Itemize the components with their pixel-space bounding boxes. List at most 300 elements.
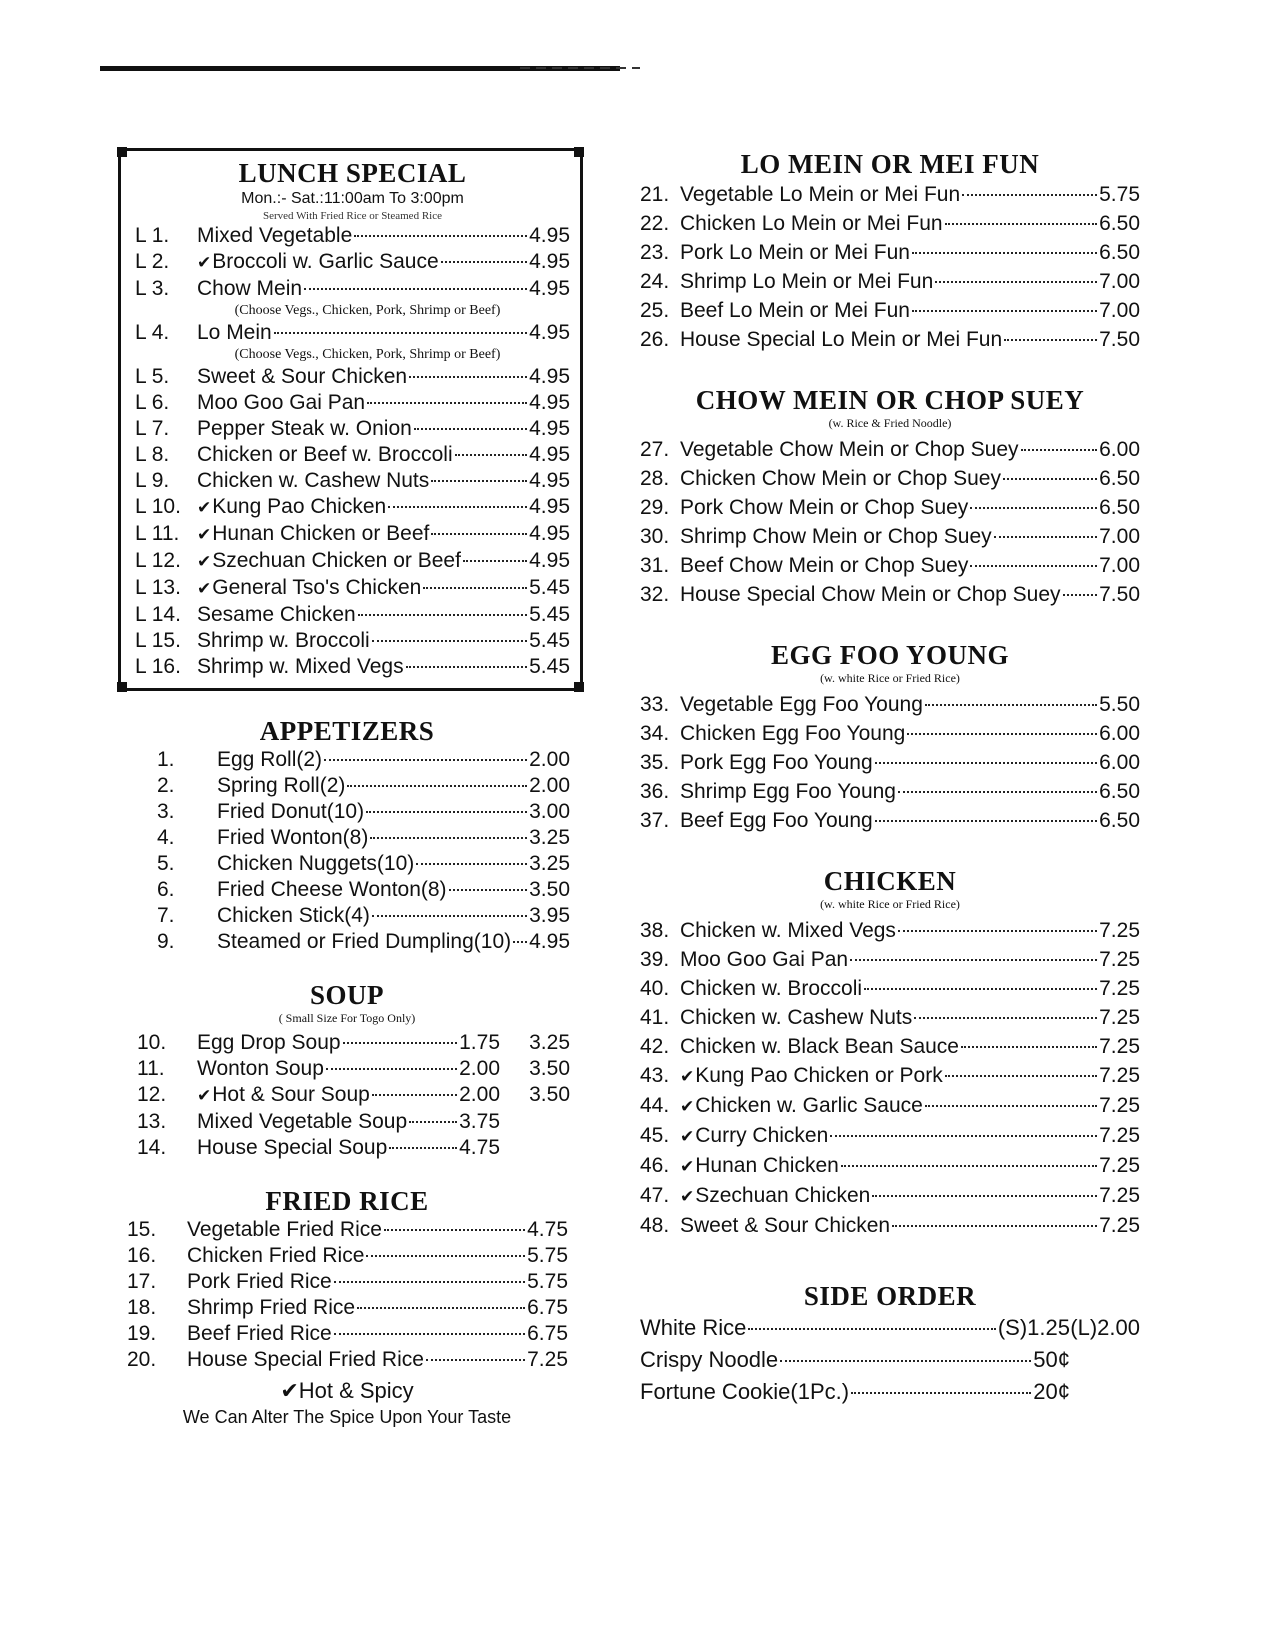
item-number: 32. xyxy=(640,583,670,606)
item-name: Moo Goo Gai Pan xyxy=(197,391,366,414)
item-name: Egg Drop Soup xyxy=(197,1031,341,1054)
spicy-icon: ✔ xyxy=(197,552,212,571)
item-number: L 6. xyxy=(135,391,170,414)
item-name-wrap xyxy=(680,493,968,522)
leader-dots xyxy=(914,1017,1097,1019)
spicy-icon: ✔ xyxy=(197,525,212,544)
leader-dots xyxy=(851,1392,1031,1394)
chicken-subtitle: (w. white Rice or Fried Rice) xyxy=(820,897,960,911)
menu-item xyxy=(640,1181,1140,1211)
menu-item xyxy=(135,276,570,302)
item-price: 3.95 xyxy=(529,904,570,927)
menu-item xyxy=(640,580,1140,609)
menu-item xyxy=(157,929,570,955)
menu-item xyxy=(137,1056,570,1082)
item-number: 44. xyxy=(640,1094,670,1117)
item-price: 5.45 xyxy=(529,655,570,678)
item-name: Chicken w. Broccoli xyxy=(680,977,863,1000)
item-name-wrap xyxy=(680,806,873,835)
item-number: 3. xyxy=(157,800,175,823)
chow-mein-list xyxy=(640,435,1140,609)
item-name: Mixed Vegetable Soup xyxy=(197,1110,408,1133)
item-price: 7.00 xyxy=(1099,554,1140,577)
menu-item xyxy=(135,602,570,628)
item-name: Szechuan Chicken xyxy=(695,1184,871,1207)
item-price: 4.95 xyxy=(529,930,570,953)
item-name-wrap xyxy=(217,929,511,955)
item-price: 4.75 xyxy=(459,1136,500,1159)
menu-item xyxy=(127,1321,568,1347)
item-number: L 9. xyxy=(135,469,170,492)
item-price: 7.00 xyxy=(1099,299,1140,322)
item-price: 4.95 xyxy=(529,549,570,572)
leader-dots xyxy=(431,533,527,535)
item-name-wrap xyxy=(187,1295,355,1321)
menu-item xyxy=(157,877,570,903)
item-name: Pork Chow Mein or Chop Suey xyxy=(680,496,969,519)
leader-dots xyxy=(912,310,1097,312)
item-name-wrap xyxy=(680,209,943,238)
item-name-wrap xyxy=(680,1181,870,1211)
item-name: Vegetable Egg Foo Young xyxy=(680,693,923,716)
item-price: 2.00 xyxy=(459,1057,500,1080)
item-price: 5.45 xyxy=(529,629,570,652)
menu-item xyxy=(640,267,1140,296)
appetizers-title: APPETIZERS xyxy=(259,716,435,746)
item-name: Egg Roll(2) xyxy=(217,748,323,771)
item-name-wrap xyxy=(680,464,1001,493)
menu-item xyxy=(127,1347,568,1373)
item-name: General Tso's Chicken xyxy=(212,576,422,599)
item-name: Chicken Chow Mein or Chop Suey xyxy=(680,467,1001,490)
item-name: Chicken w. Cashew Nuts xyxy=(197,469,430,492)
item-price: 4.75 xyxy=(527,1218,568,1241)
menu-item xyxy=(640,522,1140,551)
item-name: Curry Chicken xyxy=(695,1124,829,1147)
leader-dots xyxy=(1021,449,1098,451)
leader-dots xyxy=(324,759,527,761)
item-name-wrap xyxy=(187,1217,382,1243)
item-number: 20. xyxy=(127,1348,157,1371)
appetizers-section xyxy=(112,715,582,955)
item-name-wrap xyxy=(197,390,365,416)
item-name-wrap xyxy=(640,1312,746,1344)
item-number: 1. xyxy=(157,748,175,771)
menu-item xyxy=(157,799,570,825)
item-name-wrap xyxy=(680,580,1061,609)
item-name: Chicken w. Cashew Nuts xyxy=(680,1006,913,1029)
spicy-icon: ✔ xyxy=(197,1086,212,1105)
item-number: L 13. xyxy=(135,576,181,599)
leader-dots xyxy=(830,1135,1097,1137)
menu-item xyxy=(135,442,570,468)
item-number: 37. xyxy=(640,809,670,832)
item-number: 21. xyxy=(640,183,670,206)
item-price: 7.50 xyxy=(1099,328,1140,351)
leader-dots xyxy=(406,666,528,668)
menu-item xyxy=(640,435,1140,464)
item-name-wrap xyxy=(197,494,386,521)
menu-item xyxy=(640,1091,1140,1121)
menu-item xyxy=(640,325,1140,354)
item-price: 4.95 xyxy=(529,495,570,518)
menu-item xyxy=(157,773,570,799)
menu-item xyxy=(640,493,1140,522)
item-name-wrap xyxy=(217,825,368,851)
item-number: 27. xyxy=(640,438,670,461)
item-name-wrap xyxy=(680,1032,959,1061)
item-name-wrap xyxy=(680,267,933,296)
item-price: 5.75 xyxy=(1099,183,1140,206)
menu-item xyxy=(157,747,570,773)
item-price: 7.25 xyxy=(1099,1094,1140,1117)
item-number: 35. xyxy=(640,751,670,774)
item-number: 41. xyxy=(640,1006,670,1029)
item-name: Sesame Chicken xyxy=(197,603,356,626)
item-number: 25. xyxy=(640,299,670,322)
item-name-wrap xyxy=(680,916,896,945)
item-price: 7.25 xyxy=(1099,1006,1140,1029)
item-name: Shrimp w. Mixed Vegs xyxy=(197,655,404,678)
item-number: 30. xyxy=(640,525,670,548)
leader-dots xyxy=(370,837,527,839)
item-name: Sweet & Sour Chicken xyxy=(197,365,408,388)
chicken-section xyxy=(640,865,1140,1240)
menu-item xyxy=(157,825,570,851)
item-name-wrap xyxy=(197,1056,324,1082)
item-name: Sweet & Sour Chicken xyxy=(680,1214,891,1237)
item-price: 6.50 xyxy=(1099,241,1140,264)
item-number: 2. xyxy=(157,774,175,797)
item-name-wrap xyxy=(680,522,992,551)
right-column xyxy=(640,148,1140,1408)
item-name: White Rice xyxy=(640,1315,747,1340)
item-number: L 4. xyxy=(135,321,170,344)
side-order-list xyxy=(640,1312,1140,1408)
item-price: 4.95 xyxy=(529,277,570,300)
menu-item xyxy=(137,1082,570,1109)
chow-mein-section xyxy=(640,384,1140,609)
item-name: Moo Goo Gai Pan xyxy=(680,948,849,971)
item-name: Kung Pao Chicken or Pork xyxy=(695,1064,943,1087)
fried-rice-title: FRIED RICE xyxy=(265,1186,429,1216)
menu-item xyxy=(640,748,1140,777)
item-price: 5.45 xyxy=(529,576,570,599)
item-name-wrap xyxy=(680,1211,890,1240)
item-price: 6.50 xyxy=(1099,809,1140,832)
item-name-wrap xyxy=(197,364,407,390)
item-name: Vegetable Fried Rice xyxy=(187,1218,382,1241)
lo-mein-list xyxy=(640,180,1140,354)
item-name: House Special Chow Mein or Chop Suey xyxy=(680,583,1061,606)
item-number: L 15. xyxy=(135,629,181,652)
leader-dots xyxy=(304,288,527,290)
leader-dots xyxy=(354,235,527,237)
leader-dots xyxy=(423,587,527,589)
item-number: 28. xyxy=(640,467,670,490)
item-number: 22. xyxy=(640,212,670,235)
item-name: Crispy Noodle xyxy=(640,1347,779,1372)
item-name: Chicken w. Garlic Sauce xyxy=(695,1094,923,1117)
menu-item xyxy=(640,1121,1140,1151)
item-number: L 1. xyxy=(135,224,170,247)
leader-dots xyxy=(898,930,1097,932)
menu-item xyxy=(640,296,1140,325)
leader-dots xyxy=(841,1165,1097,1167)
item-name-wrap xyxy=(680,777,896,806)
item-name-wrap xyxy=(197,223,352,249)
item-price: 5.75 xyxy=(527,1270,568,1293)
item-name-wrap xyxy=(217,773,345,799)
item-price: 6.50 xyxy=(1099,496,1140,519)
leader-dots xyxy=(850,959,1097,961)
item-price: 7.25 xyxy=(1099,919,1140,942)
item-number: 45. xyxy=(640,1124,670,1147)
menu-item xyxy=(640,551,1140,580)
item-name: Hunan Chicken xyxy=(695,1154,839,1177)
leader-dots xyxy=(962,194,1097,196)
item-name: Chicken Stick(4) xyxy=(217,904,370,927)
item-price: 7.25 xyxy=(1099,1214,1140,1237)
leader-dots xyxy=(994,536,1097,538)
menu-item xyxy=(135,249,570,276)
leader-dots xyxy=(898,791,1097,793)
menu-item xyxy=(640,238,1140,267)
spicy-icon: ✔ xyxy=(680,1157,695,1176)
item-note: (Choose Vegs., Chicken, Pork, Shrimp or Beef) xyxy=(234,347,501,362)
item-name-wrap xyxy=(197,468,429,494)
item-name: Chicken Fried Rice xyxy=(187,1244,365,1267)
item-name: Pork Fried Rice xyxy=(187,1270,332,1293)
soup-section xyxy=(112,979,582,1161)
item-price-large: 3.25 xyxy=(529,1031,570,1054)
item-price: 7.00 xyxy=(1099,270,1140,293)
item-name-wrap xyxy=(197,416,412,442)
item-name: Hot & Sour Soup xyxy=(212,1083,370,1106)
item-number: 23. xyxy=(640,241,670,264)
leader-dots xyxy=(449,889,528,891)
menu-item xyxy=(640,1344,1140,1376)
leader-dots xyxy=(384,1229,525,1231)
item-name: Shrimp Egg Foo Young xyxy=(680,780,896,803)
spicy-icon: ✔ xyxy=(680,1067,695,1086)
item-number: 47. xyxy=(640,1184,670,1207)
item-name-wrap xyxy=(680,238,910,267)
item-name-wrap xyxy=(197,1082,370,1109)
item-name: House Special Soup xyxy=(197,1136,388,1159)
leader-dots xyxy=(925,1105,1097,1107)
menu-item xyxy=(157,851,570,877)
item-number: 38. xyxy=(640,919,670,942)
menu-item xyxy=(640,1211,1140,1240)
item-number: 10. xyxy=(137,1031,167,1054)
item-name-wrap xyxy=(680,1003,912,1032)
menu-item xyxy=(640,719,1140,748)
item-name: Vegetable Lo Mein or Mei Fun xyxy=(680,183,961,206)
leader-dots xyxy=(961,1046,1097,1048)
menu-item xyxy=(640,1061,1140,1091)
item-name: Mixed Vegetable xyxy=(197,224,353,247)
menu-item xyxy=(135,364,570,390)
item-price-large: 3.50 xyxy=(529,1083,570,1106)
item-name-wrap xyxy=(197,276,302,302)
item-number: 13. xyxy=(137,1110,167,1133)
item-name-wrap xyxy=(197,602,356,628)
menu-item xyxy=(640,180,1140,209)
leader-dots xyxy=(872,1195,1097,1197)
side-order-title: SIDE ORDER xyxy=(803,1281,977,1311)
item-name-wrap xyxy=(640,1376,849,1408)
leader-dots xyxy=(358,614,527,616)
item-price: 2.00 xyxy=(529,748,570,771)
item-number: 7. xyxy=(157,904,175,927)
item-price-large: 3.50 xyxy=(529,1057,570,1080)
item-name: Pork Lo Mein or Mei Fun xyxy=(680,241,910,264)
item-name-wrap xyxy=(680,1151,839,1181)
leader-dots xyxy=(347,785,527,787)
leader-dots xyxy=(372,1094,457,1096)
leader-dots xyxy=(414,428,527,430)
leader-dots xyxy=(367,402,527,404)
item-price: 4.95 xyxy=(529,417,570,440)
corner-ornament xyxy=(574,682,584,692)
menu-item xyxy=(135,494,570,521)
item-name: Chicken w. Mixed Vegs xyxy=(680,919,896,942)
item-number: 19. xyxy=(127,1322,157,1345)
item-name: Chicken Egg Foo Young xyxy=(680,722,906,745)
menu-item xyxy=(640,1312,1140,1344)
menu-item xyxy=(127,1269,568,1295)
item-price: 2.00 xyxy=(459,1083,500,1106)
menu-item xyxy=(135,521,570,548)
leader-dots xyxy=(935,281,1097,283)
item-name: Wonton Soup xyxy=(197,1057,324,1080)
leader-dots xyxy=(274,332,527,334)
item-name-wrap xyxy=(680,719,905,748)
chicken-list xyxy=(640,916,1140,1240)
lunch-special-box xyxy=(118,148,583,691)
item-name: Beef Chow Mein or Chop Suey xyxy=(680,554,969,577)
item-name-wrap xyxy=(217,799,364,825)
menu-item xyxy=(135,468,570,494)
menu-item xyxy=(640,1003,1140,1032)
menu-item xyxy=(640,464,1140,493)
item-price: 2.00 xyxy=(529,774,570,797)
item-price: 7.25 xyxy=(1099,1124,1140,1147)
item-number: 9. xyxy=(157,930,175,953)
egg-foo-young-list xyxy=(640,690,1140,835)
item-number: L 5. xyxy=(135,365,170,388)
item-name: Beef Egg Foo Young xyxy=(680,809,873,832)
spicy-icon: ✔ xyxy=(680,1097,695,1116)
leader-dots xyxy=(366,1255,525,1257)
soup-subtitle: ( Small Size For Togo Only) xyxy=(278,1011,416,1025)
item-number: L 14. xyxy=(135,603,181,626)
item-name-wrap xyxy=(197,521,429,548)
menu-item xyxy=(135,548,570,575)
item-price: 7.25 xyxy=(1099,1184,1140,1207)
item-price: 7.25 xyxy=(1099,948,1140,971)
menu-item xyxy=(135,628,570,654)
item-price: 3.50 xyxy=(529,878,570,901)
leader-dots xyxy=(1063,594,1098,596)
egg-foo-young-section xyxy=(640,639,1140,835)
lunch-hours: Mon.:- Sat.:11:00am To 3:00pm xyxy=(241,190,464,207)
item-name-wrap xyxy=(680,945,848,974)
spicy-icon: ✔ xyxy=(680,1187,695,1206)
menu-item xyxy=(640,974,1140,1003)
item-price: 5.75 xyxy=(527,1244,568,1267)
item-name: Shrimp w. Broccoli xyxy=(197,629,370,652)
item-price: 6.00 xyxy=(1099,438,1140,461)
item-price: 5.45 xyxy=(529,603,570,626)
egg-foo-young-subtitle: (w. white Rice or Fried Rice) xyxy=(820,671,960,685)
item-number: 42. xyxy=(640,1035,670,1058)
item-number: 16. xyxy=(127,1244,157,1267)
menu-item xyxy=(640,1151,1140,1181)
item-name-wrap xyxy=(217,903,370,929)
item-name: Chicken or Beef w. Broccoli xyxy=(197,443,453,466)
leader-dots xyxy=(431,480,527,482)
menu-item xyxy=(640,690,1140,719)
item-price: 3.00 xyxy=(529,800,570,823)
menu-item xyxy=(640,806,1140,835)
item-number: 31. xyxy=(640,554,670,577)
spicy-icon: ✔ xyxy=(197,579,212,598)
item-price: 7.50 xyxy=(1099,583,1140,606)
leader-dots xyxy=(388,506,527,508)
corner-ornament xyxy=(117,682,127,692)
item-name: Spring Roll(2) xyxy=(217,774,346,797)
menu-item xyxy=(135,654,570,680)
item-number: L 16. xyxy=(135,655,181,678)
leader-dots xyxy=(441,261,527,263)
item-name-wrap xyxy=(217,747,322,773)
item-name: Fried Wonton(8) xyxy=(217,826,369,849)
spicy-icon: ✔ xyxy=(197,253,212,272)
item-price: 4.95 xyxy=(529,250,570,273)
menu-item xyxy=(135,575,570,602)
item-name: House Special Fried Rice xyxy=(187,1348,424,1371)
leader-dots xyxy=(875,820,1097,822)
item-name-wrap xyxy=(680,296,910,325)
item-name-wrap xyxy=(680,974,862,1003)
leader-dots xyxy=(748,1328,995,1330)
fried-rice-list xyxy=(112,1217,582,1373)
leader-dots xyxy=(366,811,527,813)
item-name: Chicken w. Black Bean Sauce xyxy=(680,1035,959,1058)
item-name-wrap xyxy=(197,442,453,468)
item-number: 11. xyxy=(137,1057,165,1080)
item-name-wrap xyxy=(187,1321,332,1347)
item-price: 6.75 xyxy=(527,1296,568,1319)
leader-dots xyxy=(334,1333,525,1335)
item-price: 50¢ xyxy=(1033,1347,1070,1372)
item-number: 5. xyxy=(157,852,175,875)
leader-dots xyxy=(372,915,527,917)
item-name-wrap xyxy=(217,877,447,903)
menu-item xyxy=(640,916,1140,945)
corner-ornament xyxy=(117,147,127,157)
fried-rice-section xyxy=(112,1185,582,1429)
leader-dots xyxy=(343,1042,458,1044)
menu-item xyxy=(127,1243,568,1269)
menu-item xyxy=(127,1217,568,1243)
leader-dots xyxy=(455,454,528,456)
item-name: Lo Mein xyxy=(197,321,272,344)
appetizers-list xyxy=(112,747,582,955)
spicy-icon: ✔ xyxy=(680,1127,695,1146)
